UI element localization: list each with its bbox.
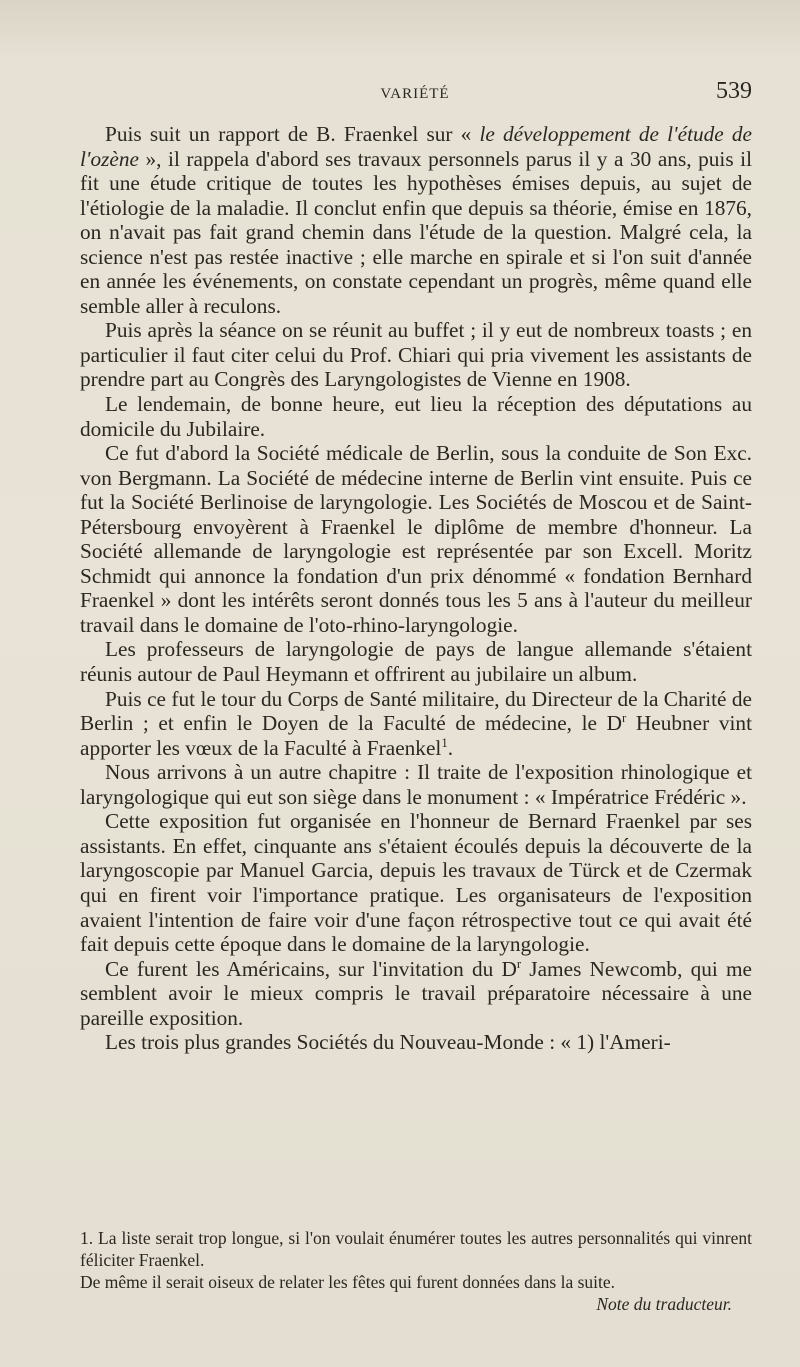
paragraph: Nous arrivons à un autre chapitre : Il traite de l'exposition rhinologique et laryngologique qui eut son siège dans le monument : « Impératrice Frédéric ».	[80, 760, 752, 809]
paragraph	[80, 122, 752, 318]
paragraph	[80, 687, 752, 761]
superscript: r	[622, 711, 627, 726]
paragraph-text: Ce furent les Américains, sur l'invitation du D	[105, 956, 517, 981]
paragraph-text: », il rappela d'abord ses travaux personnels parus il y a 30 ans, puis il fit une étude critique de toutes les hypothèses émises depuis, au sujet de l'étiologie de la maladie. Il conclut enfin que depuis sa théorie, émise en 1876, on n'avait pas fait grand chemin dans l'étude de la question. Malgré cela, la science n'est pas restée inactive ; elle marche en spirale et si l'on suit d'année en année les événements, on constate cependant un progrès, même quand elle semble aller à reculons.	[80, 146, 752, 318]
footnote-text	[80, 1271, 752, 1314]
paragraph: Ce fut d'abord la Société médicale de Berlin, sous la conduite de Son Exc. von Bergmann. La Société de médecine interne de Berlin vint ensuite. Puis ce fut la Société Berlinoise de laryngologie. Les Sociétés de Moscou et de Saint-Pétersbourg envoyèrent à Fraenkel le diplôme de membre d'honneur. La Société allemande de laryngologie est représentée par son Excell. Moritz Schmidt qui annonce la fondation d'un prix dénommé « fondation Bernhard Fraenkel » dont les intérêts seront donnés tous les 5 ans à l'auteur du meilleur travail dans le domaine de l'oto-rhino-laryngologie.	[80, 441, 752, 637]
paragraph-text: .	[447, 735, 454, 760]
footnotes	[80, 1227, 752, 1315]
paragraph-text: Heubner vint apporter les vœux de la Faculté à Fraenkel	[80, 711, 752, 760]
footnote-marker: 1	[441, 735, 448, 750]
paragraph-text: Puis suit un rapport de B. Fraenkel sur «	[105, 122, 480, 146]
body-text	[80, 122, 752, 1055]
paragraph: Puis après la séance on se réunit au buffet ; il y eut de nombreux toasts ; en particulier il faut citer celui du Prof. Chiari qui pria vivement les assistants de prendre part au Congrès des Laryngologistes de Vienne en 1908.	[80, 318, 752, 392]
footnote-line: De même il serait oiseux de relater les fêtes qui furent données dans la suite.	[80, 1272, 616, 1292]
paragraph-text: James Newcomb, qui me semblent avoir le mieux compris le travail préparatoire nécessaire à une pareille exposition.	[80, 956, 752, 1030]
paragraph: Les trois plus grandes Sociétés du Nouveau-Monde : « 1) l'Ameri-	[105, 1030, 671, 1055]
page-header	[78, 78, 752, 108]
paragraph: Les professeurs de laryngologie de pays de langue allemande s'étaient réunis autour de Paul Heymann et offrirent au jubilaire un album.	[80, 637, 752, 687]
paragraph: Le lendemain, de bonne heure, eut lieu la réception des députations au domicile du Jubilaire.	[80, 392, 752, 441]
superscript: r	[516, 956, 522, 971]
paragraph: Cette exposition fut organisée en l'honneur de Bernard Fraenkel par ses assistants. En effet, cinquante ans s'étaient écoulés depuis la découverte de la laryngoscopie par Manuel Garcia, depuis les travaux de Türck et de Czermak qui en firent voir l'importance pratique. Les organisateurs de l'exposition avaient l'intention de faire voir d'une façon rétrospective tout ce qui avait été fait depuis cette époque dans le domaine de la laryngologie.	[80, 809, 752, 957]
translator-note: Note du traducteur.	[596, 1294, 732, 1314]
report-title: le développement de l'étude de l'ozène	[80, 122, 752, 171]
running-head: VARIÉTÉ	[380, 86, 450, 102]
footnote-text: 1. La liste serait trop longue, si l'on voulait énumérer toutes les autres personnalités qui vinrent féliciter Fraenkel.	[80, 1228, 752, 1270]
paragraph	[80, 957, 752, 1031]
page-number: 539	[716, 78, 752, 104]
paragraph-text: Puis ce fut le tour du Corps de Santé militaire, du Directeur de la Charité de Berlin ; et enfin le Doyen de la Faculté de médecine, le D	[80, 686, 752, 736]
